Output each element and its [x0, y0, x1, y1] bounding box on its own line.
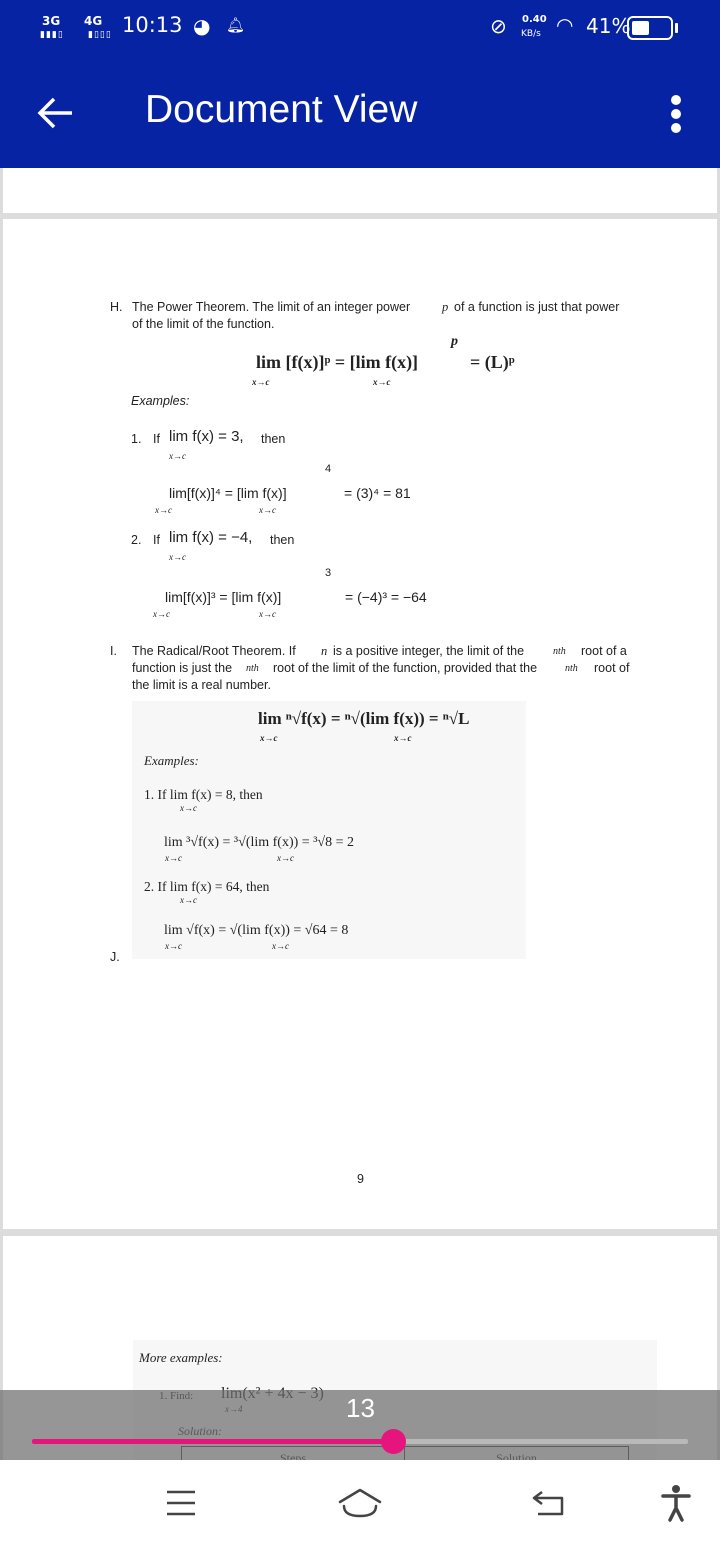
signal-3g-icon: ▮▮▮▯	[40, 30, 64, 40]
section-i-n-var: n	[321, 644, 328, 658]
section-i-line1a: The Radical/Root Theorem. If	[132, 644, 296, 658]
h-example-2-sub-b: x→c	[259, 609, 276, 619]
scrubber-track[interactable]	[32, 1439, 688, 1444]
i-example-2-head: 2. If lim f(x) = 64, then	[144, 879, 270, 894]
h-example-1-sub: x→c	[169, 451, 186, 461]
data-saver-icon: ◕	[193, 14, 211, 38]
section-h-text-1: The Power Theorem. The limit of an integer power	[132, 300, 411, 314]
back-icon[interactable]	[532, 1488, 568, 1518]
network-speed-value: 0.40	[522, 14, 547, 25]
formula-h-right: = (L)ᵖ	[470, 352, 515, 372]
i-example-2-sub-a: x→c	[165, 941, 182, 951]
radical-theorem-image	[132, 701, 526, 959]
battery-tip-icon	[675, 23, 678, 33]
h-example-1-condition: lim f(x) = 3,	[169, 428, 244, 445]
section-h-letter: H.	[110, 300, 123, 314]
network-3g-label: 3G	[42, 14, 61, 28]
h-example-1-exponent: 4	[325, 463, 332, 475]
i-example-1-formula: lim ³√f(x) = ³√(lim f(x)) = ³√8 = 2	[164, 835, 354, 850]
section-i-line3: the limit is a real number.	[132, 678, 271, 692]
h-example-2-if: If	[153, 533, 160, 547]
network-4g-label: 4G	[84, 14, 103, 28]
formula-h-left: lim [f(x)]ᵖ = [lim f(x)]	[256, 352, 419, 372]
i-example-1-sub-b: x→c	[277, 853, 294, 863]
examples-label-h: Examples:	[131, 394, 190, 408]
h-example-1-sub-b: x→c	[259, 505, 276, 515]
wifi-icon: ◠	[556, 13, 574, 37]
app-bar	[0, 58, 720, 168]
notification-bell-icon: 🔔︎	[226, 16, 246, 34]
document-viewport[interactable]	[0, 168, 720, 1460]
section-j-letter: J.	[110, 950, 120, 964]
status-bar	[0, 0, 720, 58]
home-icon[interactable]	[336, 1486, 384, 1520]
section-i-line2b: root of the limit of the function, provided that the	[273, 661, 538, 675]
scrubber-thumb[interactable]	[381, 1429, 406, 1454]
page-previous-bottom	[3, 168, 717, 213]
section-i-line2a: function is just the	[132, 661, 233, 675]
i-example-1-head-sub: x→c	[180, 803, 197, 813]
formula-i-sub-1: x→c	[260, 733, 278, 743]
h-example-1-left: lim[f(x)]⁴ = [lim f(x)]	[169, 485, 287, 501]
h-example-2-sub-a: x→c	[153, 609, 170, 619]
page-title: Document View	[145, 88, 418, 131]
signal-4g-icon: ▮▯▯▯	[88, 30, 112, 40]
h-example-2-then: then	[270, 533, 295, 547]
formula-i: lim ⁿ√f(x) = ⁿ√(lim f(x)) = ⁿ√L	[258, 709, 470, 728]
section-i-line1c: root of a	[581, 644, 627, 658]
i-example-2-sub-b: x→c	[272, 941, 289, 951]
formula-h-exponent: p	[451, 334, 458, 349]
section-h-text-1-end: of a function is just that power	[454, 300, 620, 314]
section-h-text-2: of the limit of the function.	[132, 317, 275, 331]
back-arrow-icon[interactable]	[36, 96, 74, 130]
page-number: 9	[357, 1172, 364, 1186]
i-example-1-head: 1. If lim f(x) = 8, then	[144, 787, 263, 802]
section-i-nth-2: nth	[246, 663, 259, 674]
section-h-p-var: p	[442, 300, 449, 314]
formula-h-sub-2: x→c	[373, 377, 391, 387]
section-i-letter: I.	[110, 644, 117, 658]
i-example-2-head-sub: x→c	[180, 895, 197, 905]
h-example-2-right: = (−4)³ = −64	[345, 589, 427, 605]
h-example-1-then: then	[261, 432, 286, 446]
network-speed-unit: KB/s	[521, 29, 541, 39]
h-example-2-number: 2.	[131, 533, 142, 547]
battery-percent: 41%	[586, 14, 631, 38]
clock: 10:13	[122, 13, 183, 37]
h-example-2-exponent: 3	[325, 567, 332, 579]
i-example-1-sub-a: x→c	[165, 853, 182, 863]
page-9	[3, 219, 717, 1229]
recent-apps-icon[interactable]	[165, 1488, 197, 1518]
more-examples-label: More examples:	[139, 1350, 223, 1365]
battery-icon	[627, 16, 673, 40]
h-example-1-right: = (3)⁴ = 81	[344, 485, 411, 501]
current-page-indicator: 13	[346, 1393, 375, 1423]
overflow-menu-icon[interactable]	[668, 94, 684, 134]
section-i-nth-1: nth	[553, 646, 566, 657]
formula-i-sub-2: x→c	[394, 733, 412, 743]
page-scrubber	[0, 1390, 720, 1460]
h-example-2-left: lim[f(x)]³ = [lim f(x)]	[165, 589, 282, 605]
h-example-1-number: 1.	[131, 432, 142, 446]
mute-icon: ⊘	[490, 14, 507, 38]
section-i-nth-3: nth	[565, 663, 578, 674]
h-example-1-if: If	[153, 432, 160, 446]
scrubber-progress	[32, 1439, 393, 1444]
formula-h-sub-1: x→c	[252, 377, 270, 387]
i-example-2-formula: lim √f(x) = √(lim f(x)) = √64 = 8	[164, 923, 349, 938]
h-example-2-sub: x→c	[169, 552, 186, 562]
navigation-bar	[0, 1460, 720, 1544]
accessibility-icon[interactable]	[660, 1484, 692, 1522]
section-i-line2c: root of	[594, 661, 630, 675]
h-example-1-sub-a: x→c	[155, 505, 172, 515]
section-i-line1b: is a positive integer, the limit of the	[333, 644, 525, 658]
h-example-2-condition: lim f(x) = −4,	[169, 529, 253, 546]
examples-label-i: Examples:	[144, 753, 199, 768]
